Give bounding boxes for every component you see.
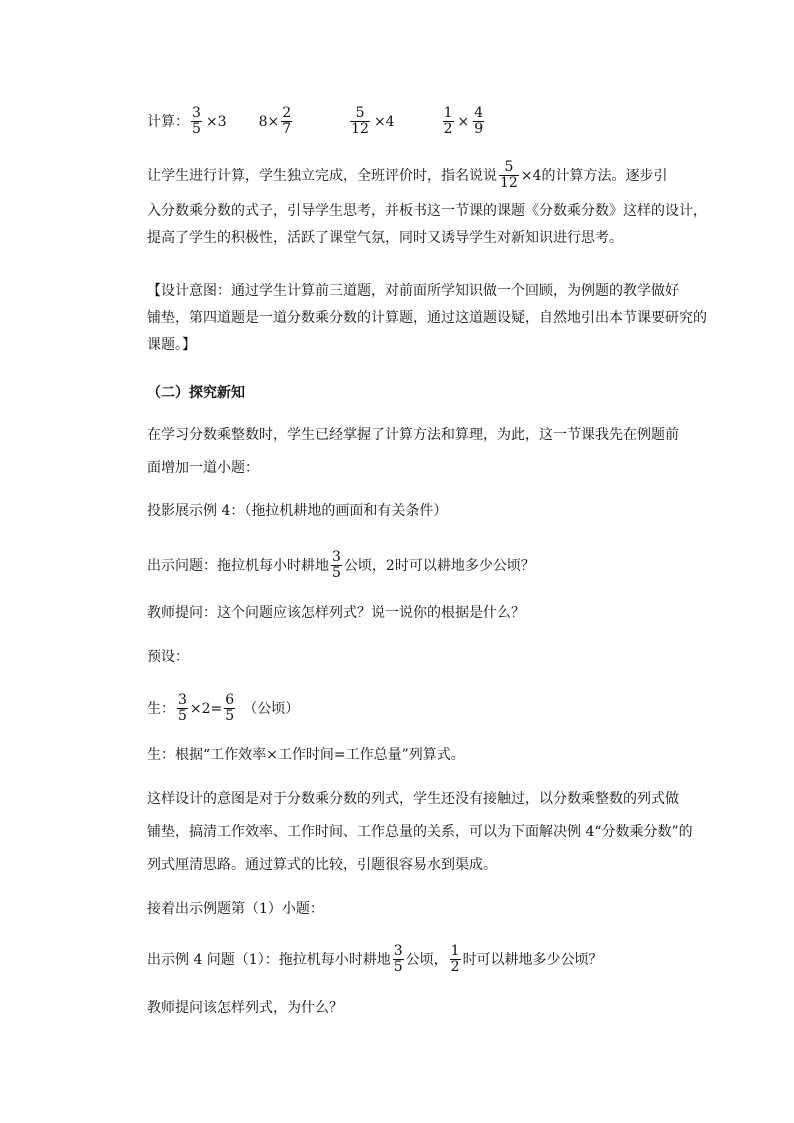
text: 公顷，2时可以耕地多少公顷？	[343, 557, 535, 574]
text: 出示例 4 问题（1）：拖拉机每小时耕地	[147, 951, 391, 968]
paragraph-line	[147, 160, 667, 191]
paragraph-line: 在学习分数乘整数时，学生已经掌握了计算方法和算理，为此，这一节课我先在例题前	[147, 427, 679, 443]
design-intent-line: 【设计意图：通过学生计算前三道题，对前面所学知识做一个回顾，为例题的教学做好	[147, 283, 679, 299]
denominator: 2	[443, 121, 453, 137]
text: 的计算方法。逐步引	[541, 167, 668, 184]
denominator: 7	[282, 121, 292, 137]
operator: 8×	[258, 113, 280, 130]
denominator: 5	[192, 121, 201, 137]
operator: ×4	[520, 167, 542, 184]
fraction	[191, 106, 202, 137]
paragraph-line: 面增加一道小题：	[147, 460, 259, 476]
fraction	[393, 944, 404, 975]
text: 出示问题：拖拉机每小时耕地	[147, 557, 329, 574]
text: 让学生进行计算，学生独立完成，全班评价时，指名说说	[147, 167, 497, 184]
fraction	[443, 106, 454, 137]
question-line	[147, 550, 535, 581]
operator: ×	[457, 113, 470, 130]
unit: （公顷）	[243, 700, 300, 717]
numerator: 3	[332, 549, 341, 565]
calc-label: 计算：	[147, 113, 189, 130]
operator: ×4	[373, 113, 395, 130]
fraction	[281, 106, 292, 137]
section-title: （二）探究新知	[147, 385, 245, 401]
numerator: 3	[192, 105, 201, 121]
denominator: 5	[178, 708, 187, 724]
design-intent-line: 铺垫，第四道题是一道分数乘分数的计算题，通过这道题设疑，自然地引出本节课要研究的	[147, 310, 707, 326]
paragraph-line: 这样设计的意图是对于分数乘分数的列式，学生还没有接触过，以分数乘整数的列式做	[147, 791, 679, 807]
numerator: 4	[474, 105, 484, 121]
numerator: 1	[443, 105, 453, 121]
fraction	[473, 106, 484, 137]
numerator: 5	[504, 159, 514, 175]
fraction	[450, 944, 461, 975]
student-answer	[147, 693, 299, 724]
text: 时可以耕地多少公顷？	[462, 951, 603, 968]
paragraph-line: 入分数乘分数的式子，引导学生思考，并板书这一节课的课题《分数乘分数》这样的设计，	[147, 203, 707, 219]
operator: ×2=	[189, 700, 223, 717]
paragraph-line: 列式厘清思路。通过算式的比较，引题很容易水到渠成。	[147, 857, 497, 873]
denominator: 2	[450, 959, 460, 975]
fraction	[499, 160, 519, 191]
teacher-question: 教师提问该怎样列式，为什么？	[147, 1000, 343, 1016]
operator: ×3	[205, 113, 227, 130]
fraction	[224, 693, 235, 724]
denominator: 9	[474, 121, 484, 137]
denominator: 12	[500, 175, 518, 191]
fraction	[331, 550, 342, 581]
question-line	[147, 944, 603, 975]
paragraph-line: 提高了学生的积极性，活跃了课堂气氛，同时又诱导学生对新知识进行思考。	[147, 230, 623, 246]
projection-line: 投影展示例 4：（拖拉机耕地的画面和有关条件）	[147, 503, 448, 519]
numerator: 3	[393, 943, 403, 959]
numerator: 3	[178, 692, 187, 708]
fraction	[350, 106, 370, 137]
design-intent-line: 课题。】	[147, 337, 196, 353]
text: 生：	[147, 700, 175, 717]
numerator: 6	[225, 692, 235, 708]
student-answer: 生：根据“工作效率×工作时间=工作总量”列算式。	[147, 747, 465, 763]
next-instruction: 接着出示例题第（1）小题：	[147, 901, 324, 917]
numerator: 2	[282, 105, 292, 121]
teacher-question: 教师提问：这个问题应该怎样列式？说一说你的根据是什么？	[147, 605, 525, 621]
numerator: 1	[450, 943, 460, 959]
preset-label: 预设：	[147, 649, 189, 665]
text: 公顷，	[405, 951, 448, 968]
fraction	[177, 693, 188, 724]
denominator: 5	[225, 708, 235, 724]
denominator: 5	[332, 565, 341, 581]
calc-line	[147, 106, 486, 137]
denominator: 5	[393, 959, 403, 975]
numerator: 5	[355, 105, 365, 121]
denominator: 12	[351, 121, 369, 137]
paragraph-line: 铺垫，搞清工作效率、工作时间、工作总量的关系，可以为下面解决例 4“分数乘分数”的	[147, 824, 693, 840]
